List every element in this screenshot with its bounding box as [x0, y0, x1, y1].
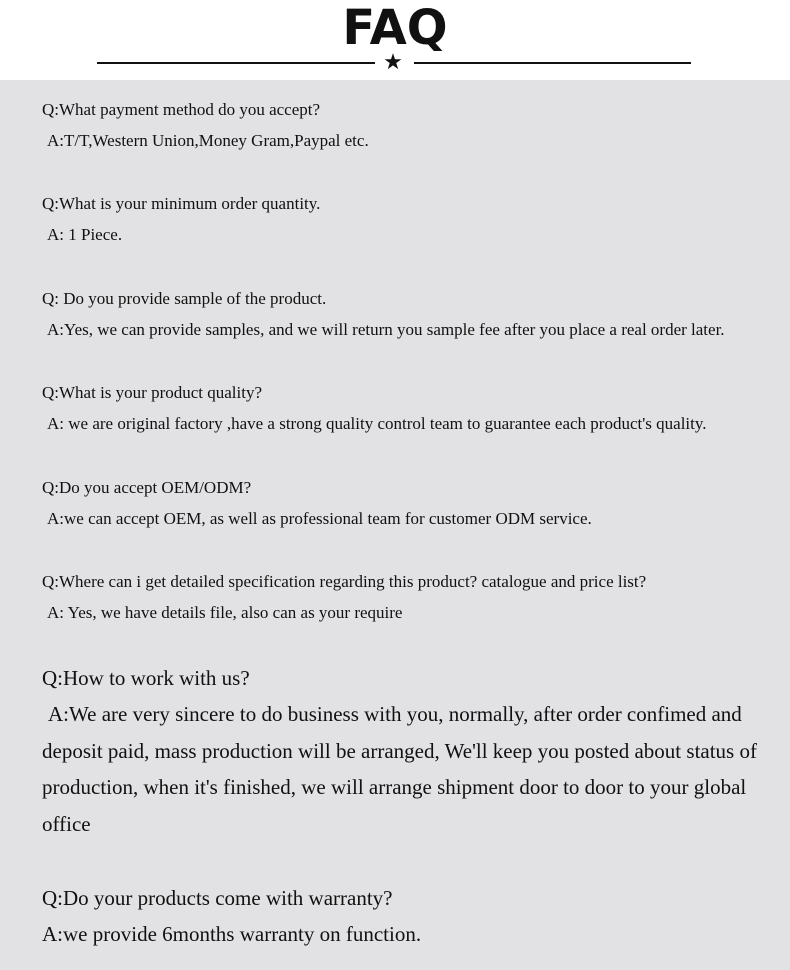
- faq-question: Q:What is your product quality?: [42, 383, 263, 402]
- faq-answer: A:we can accept OEM, as well as professional team for customer ODM service.: [47, 509, 592, 528]
- faq-answer-line: A:we provide 6months warranty on function.: [42, 922, 422, 946]
- faq-question: Q:Where can i get detailed specification regarding this product? catalogue and price list?: [42, 572, 647, 591]
- star-icon: ★: [383, 50, 403, 75]
- faq-question: Q:Do your products come with warranty?: [42, 886, 393, 910]
- page-title: FAQ: [342, 0, 448, 56]
- faq-answer: A:Yes, we can provide samples, and we will return you sample fee after you place a real order later.: [47, 320, 725, 339]
- faq-question: Q:How to work with us?: [42, 666, 250, 690]
- faq-answer: [42, 916, 772, 953]
- faq-answer-line: office: [42, 812, 91, 837]
- faq-answer: A: we are original factory ,have a strong quality control team to guarantee each product's quality.: [47, 414, 707, 433]
- faq-header: [0, 0, 790, 80]
- faq-question: Q:What payment method do you accept?: [42, 100, 321, 119]
- title-divider-right: [414, 62, 691, 64]
- faq-question: Q:Do you accept OEM/ODM?: [42, 478, 252, 497]
- title-divider-left: [97, 62, 375, 64]
- faq-answer: A:T/T,Western Union,Money Gram,Paypal etc.: [47, 131, 369, 150]
- faq-question: Q: Do you provide sample of the product.: [42, 289, 327, 308]
- faq-answer: [42, 696, 772, 843]
- faq-answer: A: 1 Piece.: [47, 225, 123, 244]
- faq-question: Q:What is your minimum order quantity.: [42, 194, 321, 213]
- faq-answer-line: A:We are very sincere to do business with you, normally, after order confimed and: [48, 702, 742, 726]
- faq-answer-line: deposit paid, mass production will be arranged, We'll keep you posted about status of: [42, 738, 757, 763]
- faq-answer: A: Yes, we have details file, also can as your require: [47, 603, 403, 622]
- faq-answer-line: production, when it's finished, we will arrange shipment door to door to your global: [42, 775, 747, 800]
- faq-panel: [0, 80, 790, 970]
